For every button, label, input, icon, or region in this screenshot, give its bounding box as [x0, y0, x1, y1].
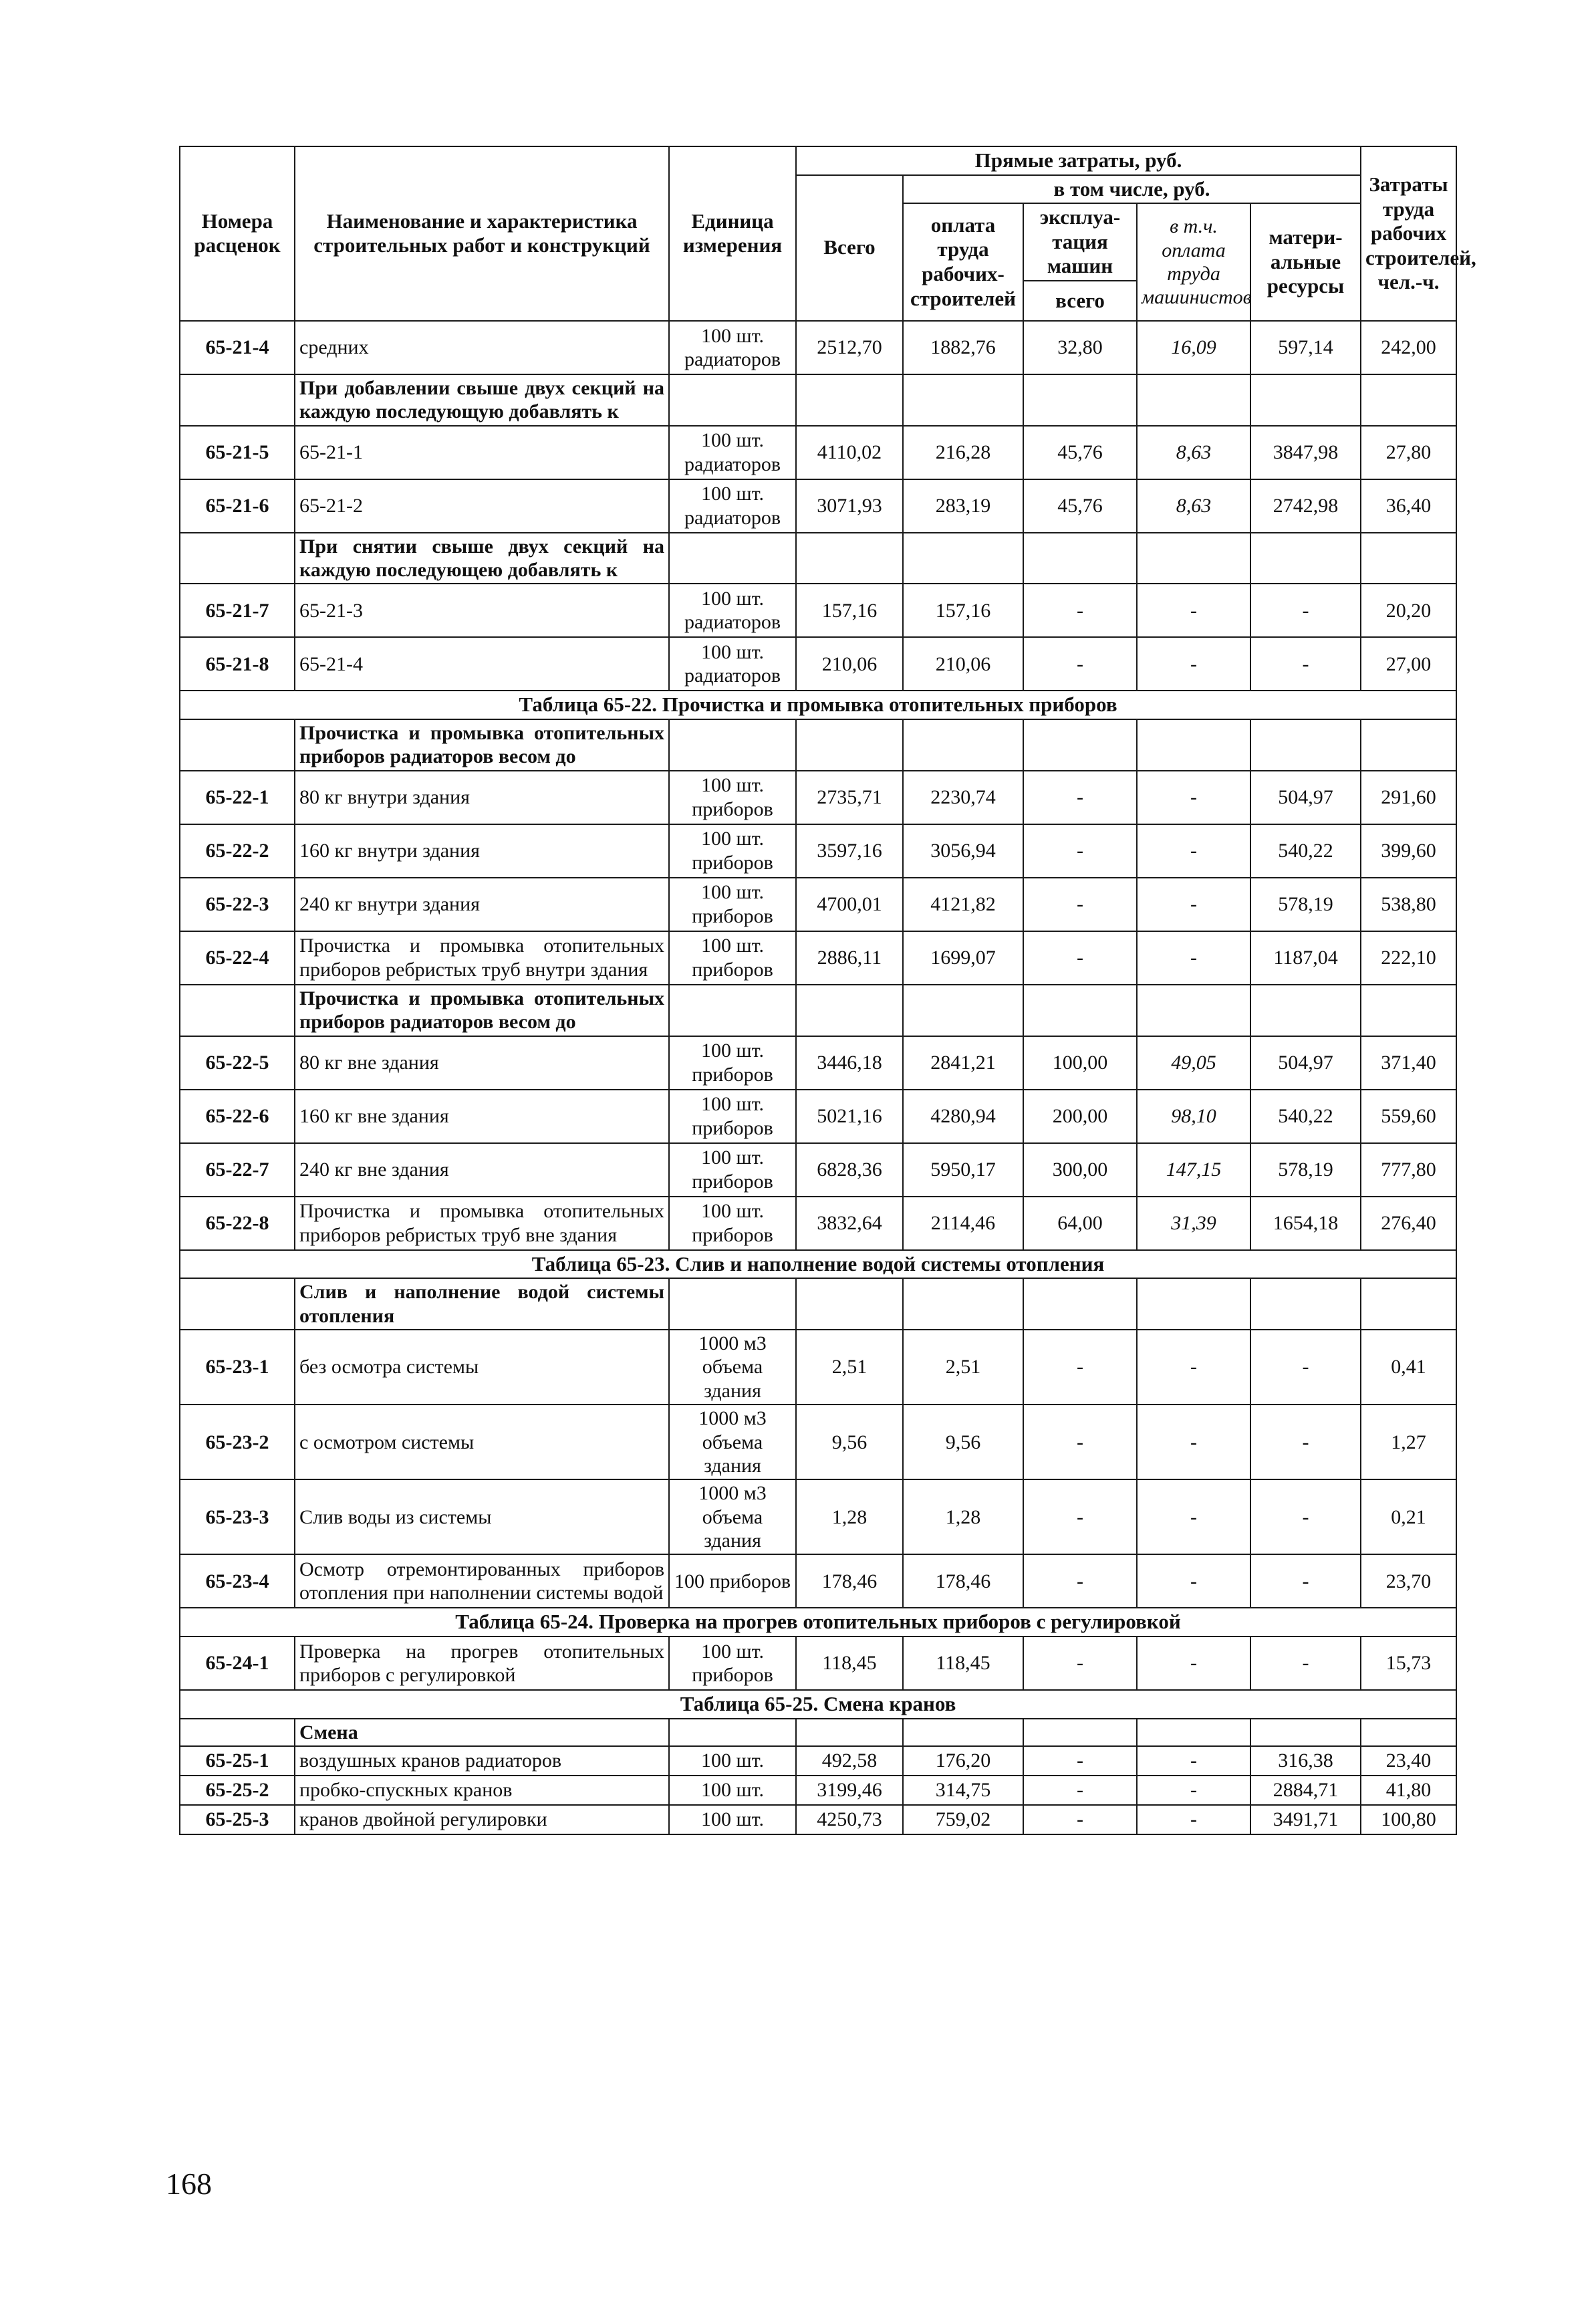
cell-machinist-wages: 98,10 [1137, 1090, 1250, 1143]
cell-name: воздушных кранов радиаторов [295, 1746, 669, 1776]
cell-machines: 100,00 [1023, 1036, 1137, 1090]
cell-wages: 4121,82 [903, 878, 1023, 931]
header-labor: Затраты труда рабочих строителей, чел.-ч. [1361, 146, 1456, 321]
cell-name: Прочистка и промывка отопительных приборов ребристых труб вне здания [295, 1197, 669, 1250]
table-row [180, 1197, 1456, 1250]
cell-machinist-wages: 16,09 [1137, 321, 1250, 374]
cell-labor: 27,80 [1361, 426, 1456, 479]
cell-unit: 1000 м3 объема здания [669, 1479, 796, 1554]
cell-unit: 100 приборов [669, 1554, 796, 1608]
cell-wages: 157,16 [903, 584, 1023, 637]
cell-unit: 100 шт. приборов [669, 771, 796, 824]
cell-unit: 100 шт. приборов [669, 1036, 796, 1090]
group-label: При добавлении свыше двух секций на каждую последующую добавлять к [295, 374, 669, 426]
cell-wages: 210,06 [903, 637, 1023, 691]
cell-code: 65-23-4 [180, 1554, 295, 1608]
cell-name: пробко-спускных кранов [295, 1776, 669, 1805]
cell-machinist-wages: - [1137, 824, 1250, 878]
cell-name: 240 кг внутри здания [295, 878, 669, 931]
cell-unit: 100 шт. приборов [669, 824, 796, 878]
group-label: При снятии свыше двух секций на каждую последующею добавлять к [295, 533, 669, 584]
cell-empty [796, 533, 903, 584]
cell-total: 157,16 [796, 584, 903, 637]
cell-code: 65-21-5 [180, 426, 295, 479]
table-section-title-row [180, 1250, 1456, 1279]
table-row [180, 584, 1456, 637]
cell-empty [903, 719, 1023, 771]
table-row [180, 878, 1456, 931]
cell-name: 240 кг вне здания [295, 1143, 669, 1197]
cell-empty [1137, 374, 1250, 426]
cell-code-empty [180, 374, 295, 426]
cell-labor: 20,20 [1361, 584, 1456, 637]
header-machines: эксплуа-тация машин [1023, 203, 1137, 281]
header-code: Номера расценок [180, 146, 295, 321]
cell-machines: 300,00 [1023, 1143, 1137, 1197]
cell-name: Прочистка и промывка отопительных приборов ребристых труб внутри здания [295, 931, 669, 985]
cell-empty [903, 985, 1023, 1036]
cell-empty [1023, 985, 1137, 1036]
cell-total: 3071,93 [796, 479, 903, 533]
cell-empty [1250, 719, 1361, 771]
cell-empty [1361, 985, 1456, 1036]
cell-empty [669, 1278, 796, 1330]
cell-wages: 5950,17 [903, 1143, 1023, 1197]
cell-code: 65-22-5 [180, 1036, 295, 1090]
cell-empty [1137, 533, 1250, 584]
cell-code: 65-21-8 [180, 637, 295, 691]
table-row [180, 1405, 1456, 1479]
cell-empty [669, 719, 796, 771]
cell-name: без осмотра системы [295, 1330, 669, 1405]
cell-labor: 371,40 [1361, 1036, 1456, 1090]
cell-machines: - [1023, 1805, 1137, 1834]
cell-machinist-wages: 147,15 [1137, 1143, 1250, 1197]
cell-name: 160 кг вне здания [295, 1090, 669, 1143]
cell-code-empty [180, 719, 295, 771]
table-row [180, 1036, 1456, 1090]
cell-unit: 1000 м3 объема здания [669, 1405, 796, 1479]
table-section-title-row [180, 1608, 1456, 1637]
cell-code: 65-22-8 [180, 1197, 295, 1250]
table-group-row [180, 985, 1456, 1036]
cell-unit: 100 шт. радиаторов [669, 584, 796, 637]
cell-empty [903, 1719, 1023, 1746]
cell-total: 3832,64 [796, 1197, 903, 1250]
cell-empty [1361, 1719, 1456, 1746]
cell-total: 2,51 [796, 1330, 903, 1405]
cell-total: 9,56 [796, 1405, 903, 1479]
cell-machines: 45,76 [1023, 479, 1137, 533]
cell-total: 3446,18 [796, 1036, 903, 1090]
cell-materials: - [1250, 1405, 1361, 1479]
table-row [180, 1776, 1456, 1805]
table-row [180, 1090, 1456, 1143]
cell-empty [1361, 533, 1456, 584]
cell-materials: - [1250, 584, 1361, 637]
cell-wages: 1699,07 [903, 931, 1023, 985]
cell-name: средних [295, 321, 669, 374]
cell-machines: 32,80 [1023, 321, 1137, 374]
table-row [180, 824, 1456, 878]
table-section-title-row [180, 1690, 1456, 1719]
table-row [180, 1143, 1456, 1197]
cell-empty [796, 985, 903, 1036]
cell-name: 65-21-4 [295, 637, 669, 691]
cell-machinist-wages: - [1137, 1746, 1250, 1776]
cell-unit: 100 шт. [669, 1805, 796, 1834]
cell-materials: 2742,98 [1250, 479, 1361, 533]
cell-unit: 100 шт. приборов [669, 931, 796, 985]
cell-materials: 2884,71 [1250, 1776, 1361, 1805]
cell-wages: 178,46 [903, 1554, 1023, 1608]
cell-empty [1023, 1278, 1137, 1330]
cell-labor: 777,80 [1361, 1143, 1456, 1197]
cell-machines: - [1023, 1479, 1137, 1554]
cell-machinist-wages: 31,39 [1137, 1197, 1250, 1250]
table-group-row [180, 1278, 1456, 1330]
cell-machines: 200,00 [1023, 1090, 1137, 1143]
table-row [180, 426, 1456, 479]
cell-machines: - [1023, 1405, 1137, 1479]
cell-code: 65-22-3 [180, 878, 295, 931]
cell-wages: 216,28 [903, 426, 1023, 479]
header-wages: оплата труда рабочих-строителей [903, 203, 1023, 321]
cell-unit: 100 шт. приборов [669, 1197, 796, 1250]
cell-machines: - [1023, 1776, 1137, 1805]
cell-materials: 3491,71 [1250, 1805, 1361, 1834]
cell-machinist-wages: - [1137, 637, 1250, 691]
cell-wages: 3056,94 [903, 824, 1023, 878]
cell-empty [903, 1278, 1023, 1330]
cell-machines: 64,00 [1023, 1197, 1137, 1250]
cell-unit: 100 шт. приборов [669, 878, 796, 931]
cell-materials: 540,22 [1250, 1090, 1361, 1143]
cell-machinist-wages: - [1137, 1805, 1250, 1834]
cell-materials: 578,19 [1250, 1143, 1361, 1197]
cell-wages: 2230,74 [903, 771, 1023, 824]
cell-total: 5021,16 [796, 1090, 903, 1143]
cell-labor: 559,60 [1361, 1090, 1456, 1143]
cell-materials: 504,97 [1250, 1036, 1361, 1090]
cell-wages: 283,19 [903, 479, 1023, 533]
cell-code: 65-21-4 [180, 321, 295, 374]
cell-wages: 2,51 [903, 1330, 1023, 1405]
cell-machinist-wages: - [1137, 1637, 1250, 1690]
cell-materials: 3847,98 [1250, 426, 1361, 479]
cell-machinist-wages: - [1137, 1479, 1250, 1554]
cell-total: 6828,36 [796, 1143, 903, 1197]
table-row [180, 637, 1456, 691]
cell-unit: 100 шт. радиаторов [669, 479, 796, 533]
cell-machines: - [1023, 1330, 1137, 1405]
cell-labor: 36,40 [1361, 479, 1456, 533]
cell-unit: 100 шт. приборов [669, 1090, 796, 1143]
cell-materials: 316,38 [1250, 1746, 1361, 1776]
group-label: Прочистка и промывка отопительных приборов радиаторов весом до [295, 985, 669, 1036]
cell-unit: 100 шт. [669, 1746, 796, 1776]
cell-code: 65-22-6 [180, 1090, 295, 1143]
cell-labor: 41,80 [1361, 1776, 1456, 1805]
table-row [180, 771, 1456, 824]
cell-empty [1361, 719, 1456, 771]
group-label: Прочистка и промывка отопительных приборов радиаторов весом до [295, 719, 669, 771]
cell-empty [903, 374, 1023, 426]
table-group-row [180, 374, 1456, 426]
cell-code-empty [180, 533, 295, 584]
cell-labor: 276,40 [1361, 1197, 1456, 1250]
cell-empty [669, 533, 796, 584]
cell-code-empty [180, 1278, 295, 1330]
cell-wages: 314,75 [903, 1776, 1023, 1805]
table-row [180, 1554, 1456, 1608]
cell-materials: - [1250, 1637, 1361, 1690]
cell-labor: 100,80 [1361, 1805, 1456, 1834]
cell-empty [796, 1278, 903, 1330]
cell-materials: - [1250, 1330, 1361, 1405]
cell-name: с осмотром системы [295, 1405, 669, 1479]
cell-total: 2735,71 [796, 771, 903, 824]
page-number: 168 [166, 2167, 212, 2201]
cell-wages: 9,56 [903, 1405, 1023, 1479]
cell-name: 65-21-3 [295, 584, 669, 637]
cell-wages: 759,02 [903, 1805, 1023, 1834]
cell-machines: 45,76 [1023, 426, 1137, 479]
cell-labor: 0,41 [1361, 1330, 1456, 1405]
cell-code: 65-25-2 [180, 1776, 295, 1805]
table-row [180, 479, 1456, 533]
cell-machines: - [1023, 1637, 1137, 1690]
cell-materials: - [1250, 1479, 1361, 1554]
cell-total: 4250,73 [796, 1805, 903, 1834]
cell-unit: 100 шт. радиаторов [669, 321, 796, 374]
cell-empty [669, 1719, 796, 1746]
cell-name: 80 кг вне здания [295, 1036, 669, 1090]
cell-machines: - [1023, 771, 1137, 824]
header-machines-total: всего [1023, 281, 1137, 321]
cell-code: 65-25-1 [180, 1746, 295, 1776]
cell-machinist-wages: - [1137, 1405, 1250, 1479]
cell-machinist-wages: - [1137, 584, 1250, 637]
header-unit: Единица измерения [669, 146, 796, 321]
cell-labor: 399,60 [1361, 824, 1456, 878]
cell-empty [1137, 1278, 1250, 1330]
cell-materials: 540,22 [1250, 824, 1361, 878]
cell-total: 178,46 [796, 1554, 903, 1608]
cell-total: 1,28 [796, 1479, 903, 1554]
cell-labor: 23,70 [1361, 1554, 1456, 1608]
cell-materials: 578,19 [1250, 878, 1361, 931]
cell-code: 65-22-7 [180, 1143, 295, 1197]
cell-labor: 222,10 [1361, 931, 1456, 985]
cell-empty [1250, 985, 1361, 1036]
cell-machinist-wages: - [1137, 931, 1250, 985]
cell-unit: 100 шт. приборов [669, 1637, 796, 1690]
cell-labor: 0,21 [1361, 1479, 1456, 1554]
cell-code: 65-23-1 [180, 1330, 295, 1405]
cell-wages: 2841,21 [903, 1036, 1023, 1090]
header-direct-costs: Прямые затраты, руб. [796, 146, 1361, 175]
table-group-row [180, 719, 1456, 771]
cell-empty [1250, 533, 1361, 584]
cell-empty [903, 533, 1023, 584]
cell-empty [1023, 1719, 1137, 1746]
header-materials: матери-альные ресурсы [1250, 203, 1361, 321]
cell-machines: - [1023, 1554, 1137, 1608]
table-section-title-row [180, 691, 1456, 719]
cell-total: 2512,70 [796, 321, 903, 374]
cell-machinist-wages: - [1137, 1554, 1250, 1608]
cell-empty [1023, 719, 1137, 771]
header-total: Всего [796, 175, 903, 321]
cell-machinist-wages: - [1137, 1776, 1250, 1805]
cell-materials: 504,97 [1250, 771, 1361, 824]
cell-machines: - [1023, 824, 1137, 878]
cell-code: 65-21-7 [180, 584, 295, 637]
cell-code-empty [180, 1719, 295, 1746]
cell-total: 4110,02 [796, 426, 903, 479]
section-title: Таблица 65-22. Прочистка и промывка отопительных приборов [180, 691, 1456, 719]
cell-labor: 1,27 [1361, 1405, 1456, 1479]
cell-labor: 27,00 [1361, 637, 1456, 691]
cell-labor: 291,60 [1361, 771, 1456, 824]
cell-code: 65-23-2 [180, 1405, 295, 1479]
cell-code: 65-22-1 [180, 771, 295, 824]
table-row [180, 1805, 1456, 1834]
cell-total: 2886,11 [796, 931, 903, 985]
cell-wages: 4280,94 [903, 1090, 1023, 1143]
table-group-row [180, 1719, 1456, 1746]
header-name: Наименование и характеристика строительных работ и конструкций [295, 146, 669, 321]
cell-empty [669, 985, 796, 1036]
cell-empty [796, 1719, 903, 1746]
table-header [180, 146, 1476, 321]
cell-total: 492,58 [796, 1746, 903, 1776]
cell-name: 80 кг внутри здания [295, 771, 669, 824]
cell-machines: - [1023, 878, 1137, 931]
cell-machinist-wages: 49,05 [1137, 1036, 1250, 1090]
cell-empty [1250, 374, 1361, 426]
cell-machinist-wages: 8,63 [1137, 426, 1250, 479]
cell-machines: - [1023, 1746, 1137, 1776]
cell-machines: - [1023, 637, 1137, 691]
table-body [180, 321, 1456, 1834]
cell-name: Осмотр отремонтированных приборов отопления при наполнении системы водой [295, 1554, 669, 1608]
table-group-row [180, 533, 1456, 584]
cell-code-empty [180, 985, 295, 1036]
cell-empty [1023, 374, 1137, 426]
header-machines-incl: в т.ч. оплата труда машинистов [1137, 203, 1250, 321]
table-row [180, 1479, 1456, 1554]
cell-code: 65-25-3 [180, 1805, 295, 1834]
cell-name: 65-21-2 [295, 479, 669, 533]
cell-name: кранов двойной регулировки [295, 1805, 669, 1834]
cell-name: Проверка на прогрев отопительных приборов с регулировкой [295, 1637, 669, 1690]
cell-empty [796, 374, 903, 426]
cell-machines: - [1023, 931, 1137, 985]
price-table [179, 146, 1476, 1835]
cell-name: Слив воды из системы [295, 1479, 669, 1554]
cell-materials: 597,14 [1250, 321, 1361, 374]
cell-unit: 1000 м3 объема здания [669, 1330, 796, 1405]
cell-materials: - [1250, 1554, 1361, 1608]
cell-total: 4700,01 [796, 878, 903, 931]
header-incl: в том числе, руб. [903, 175, 1361, 204]
cell-empty [1137, 985, 1250, 1036]
cell-machinist-wages: 8,63 [1137, 479, 1250, 533]
cell-materials: 1187,04 [1250, 931, 1361, 985]
cell-code: 65-23-3 [180, 1479, 295, 1554]
section-title: Таблица 65-25. Смена кранов [180, 1690, 1456, 1719]
cell-wages: 2114,46 [903, 1197, 1023, 1250]
cell-total: 3597,16 [796, 824, 903, 878]
cell-unit: 100 шт. радиаторов [669, 637, 796, 691]
table-row [180, 1746, 1456, 1776]
cell-empty [1361, 1278, 1456, 1330]
cell-code: 65-22-4 [180, 931, 295, 985]
cell-wages: 176,20 [903, 1746, 1023, 1776]
cell-code: 65-22-2 [180, 824, 295, 878]
cell-empty [1137, 1719, 1250, 1746]
cell-total: 3199,46 [796, 1776, 903, 1805]
cell-empty [1137, 719, 1250, 771]
cell-unit: 100 шт. радиаторов [669, 426, 796, 479]
cell-machinist-wages: - [1137, 878, 1250, 931]
cell-machinist-wages: - [1137, 771, 1250, 824]
cell-name: 65-21-1 [295, 426, 669, 479]
cell-empty [1250, 1719, 1361, 1746]
cell-unit: 100 шт. приборов [669, 1143, 796, 1197]
cell-total: 210,06 [796, 637, 903, 691]
cell-empty [796, 719, 903, 771]
cell-unit: 100 шт. [669, 1776, 796, 1805]
group-label: Слив и наполнение водой системы отопления [295, 1278, 669, 1330]
cell-labor: 15,73 [1361, 1637, 1456, 1690]
cell-wages: 1,28 [903, 1479, 1023, 1554]
table-row [180, 1637, 1456, 1690]
table-row [180, 931, 1456, 985]
cell-labor: 23,40 [1361, 1746, 1456, 1776]
cell-labor: 242,00 [1361, 321, 1456, 374]
cell-wages: 1882,76 [903, 321, 1023, 374]
cell-machinist-wages: - [1137, 1330, 1250, 1405]
cell-empty [1361, 374, 1456, 426]
cell-code: 65-21-6 [180, 479, 295, 533]
cell-name: 160 кг внутри здания [295, 824, 669, 878]
cell-empty [1250, 1278, 1361, 1330]
cell-wages: 118,45 [903, 1637, 1023, 1690]
cell-materials: 1654,18 [1250, 1197, 1361, 1250]
section-title: Таблица 65-23. Слив и наполнение водой системы отопления [180, 1250, 1456, 1279]
table-row [180, 1330, 1456, 1405]
cell-total: 118,45 [796, 1637, 903, 1690]
group-label: Смена [295, 1719, 669, 1746]
cell-labor: 538,80 [1361, 878, 1456, 931]
cell-machines: - [1023, 584, 1137, 637]
cell-empty [1023, 533, 1137, 584]
cell-code: 65-24-1 [180, 1637, 295, 1690]
table-row [180, 321, 1456, 374]
section-title: Таблица 65-24. Проверка на прогрев отопительных приборов с регулировкой [180, 1608, 1456, 1637]
cell-materials: - [1250, 637, 1361, 691]
cell-empty [669, 374, 796, 426]
